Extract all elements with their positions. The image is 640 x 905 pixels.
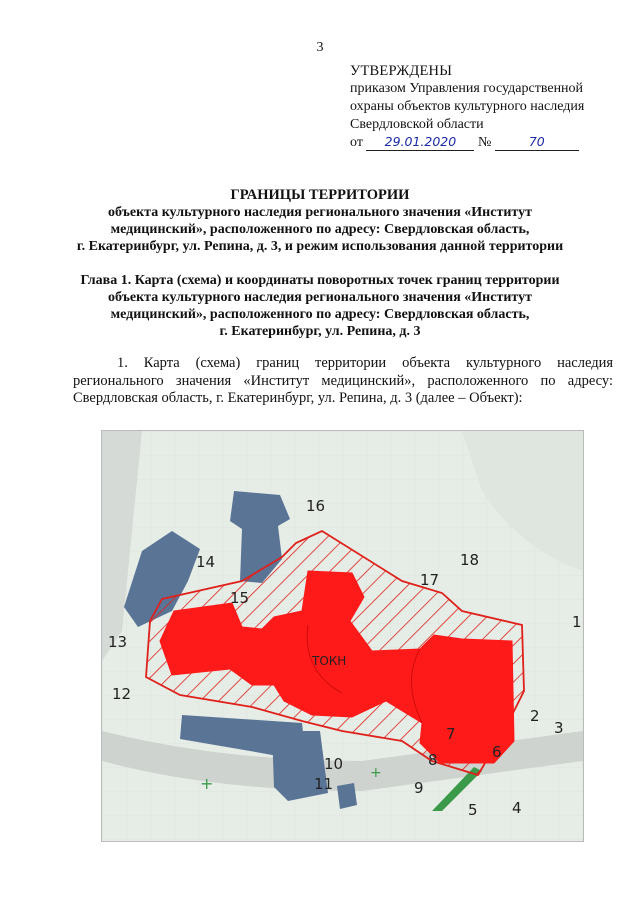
small-building	[337, 783, 357, 809]
from-label: от	[350, 135, 363, 150]
point-1: 1	[572, 613, 582, 631]
approval-date-row	[350, 134, 630, 152]
point-3: 3	[554, 719, 564, 737]
document-subtitle: объекта культурного наследия регионального значения «Институт медицинский», расположенного по адресу: Свердловская область, г. Екатеринбург, ул. Репина, д. 3, и режим использования данной территории	[76, 205, 564, 254]
point-12: 12	[112, 685, 132, 703]
tree-marker-2: +	[370, 765, 382, 781]
point-10: 10	[324, 755, 344, 773]
point-6: 6	[492, 743, 502, 761]
point-11: 11	[314, 775, 334, 793]
chapter-heading: Глава 1. Карта (схема) и координаты поворотных точек границ территории объекта культурного наследия регионального значения «Институт медицинский», расположенного по адресу: Свердловская область, г. Екатеринбург, ул. Репина, д. 3	[80, 273, 560, 339]
point-14: 14	[196, 553, 216, 571]
point-17: 17	[420, 571, 440, 589]
approval-number: 70	[495, 135, 579, 151]
page-number: 3	[316, 40, 324, 55]
territory-map	[101, 430, 584, 842]
approval-line-1: приказом Управления государственной	[350, 81, 584, 96]
point-15: 15	[230, 589, 250, 607]
point-4: 4	[512, 799, 522, 817]
paragraph-1: 1. Карта (схема) границ территории объекта культурного наследия регионального значения «Институт медицинский», расположенного по адресу: Свердловская область, г. Екатеринбург, ул. Репина, д. 3 (далее – Объект):	[73, 355, 613, 406]
point-9: 9	[414, 779, 424, 797]
approval-line-2: охраны объектов культурного наследия	[350, 99, 585, 114]
point-18: 18	[460, 551, 480, 569]
document-title: ГРАНИЦЫ ТЕРРИТОРИИ	[230, 187, 410, 203]
point-13: 13	[108, 633, 128, 651]
approval-block	[350, 62, 630, 152]
number-label: №	[477, 135, 492, 150]
point-7: 7	[446, 725, 456, 743]
point-5: 5	[468, 801, 478, 819]
approval-heading: УТВЕРЖДЕНЫ	[350, 63, 453, 79]
point-16: 16	[306, 497, 326, 515]
point-2: 2	[530, 707, 540, 725]
approval-line-3: Свердловской области	[350, 117, 484, 132]
label-okn: ТОКН	[312, 654, 347, 668]
tree-marker: +	[200, 774, 214, 793]
point-8: 8	[428, 751, 438, 769]
approval-date: 29.01.2020	[366, 135, 474, 151]
